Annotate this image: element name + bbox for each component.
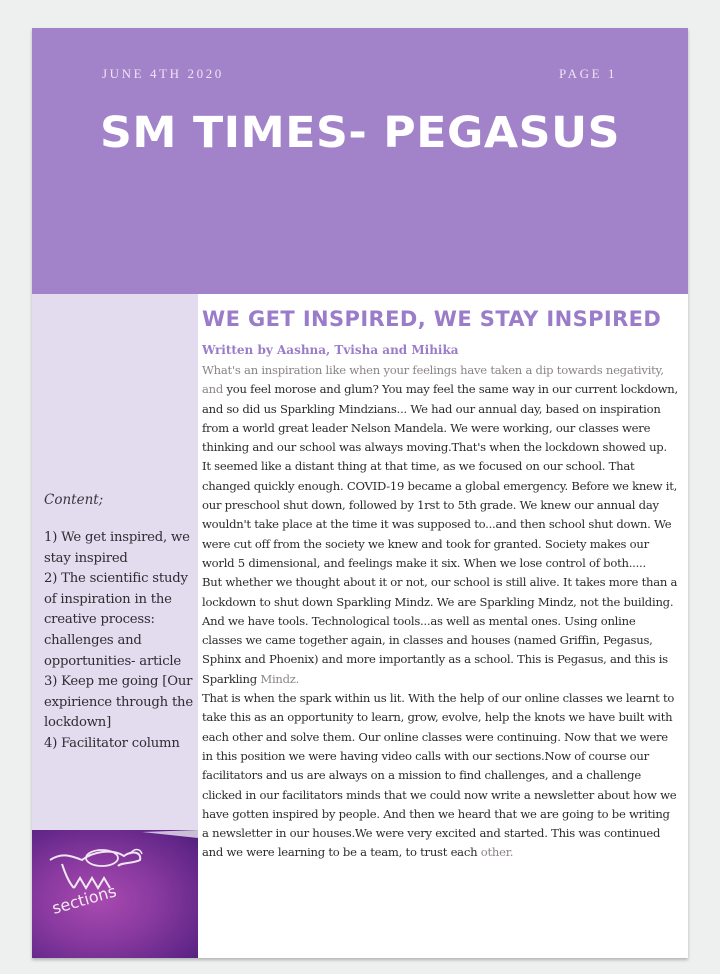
issue-date: JUNE 4TH 2020 xyxy=(102,66,224,81)
faint-text: other. xyxy=(480,845,514,860)
page-number: PAGE 1 xyxy=(559,66,618,81)
paragraph-text: you feel morose and glum? You may feel the same way in our current lockdown, and so did us Sparkling Mindzians... We had our annual day, based on inspiration from a world great leader Nelson Mandela. We were working, our classes were thinking and our school was always moving.That's when the lockdown showed up. It seemed like a distant thing at that time, as we focused on our school. That changed quickly enough. COVID-19 became a global emergency. Before we knew it, our preschool shut down, followed by 1rst to 5th grade. We knew our annual day wouldn't take place at the time it was supposed to...and then school shut down. We were cut off from the society we knew and took for granted. Society makes our world 5 dimensional, and feelings make it six. When we lose control of both..... xyxy=(202,382,678,570)
sidebar xyxy=(32,294,198,830)
masthead xyxy=(32,28,688,294)
paragraph-text: That is when the spark within us lit. With the help of our online classes we learnt to take this as an opportunity to learn, grow, evolve, help the knots we have built with each other and solve them. Our online classes were continuing. Now that we were in this position we were having video calls with our sections.Now of course our facilitators and us are always on a mission to find challenges, and a challenge clicked in our facilitators minds that we could now write a newsletter about how we have gotten inspired by people. And then we heard that we are going to be writing a newsletter in our houses.We were very excited and started. This was continued and we were learning to be a team, to trust each xyxy=(202,691,677,860)
toc-item: 4) Facilitator column xyxy=(44,735,180,751)
newsletter-page xyxy=(32,28,688,958)
sections-photo xyxy=(32,830,198,958)
article-body xyxy=(202,361,682,863)
pegasus-chalk-drawing-icon xyxy=(32,830,198,958)
svg-text:sections: sections xyxy=(49,881,119,918)
article-paragraph xyxy=(202,573,678,689)
toc-heading: Content; xyxy=(44,492,104,508)
paragraph-text: But whether we thought about it or not, our school is still alive. It takes more than a lockdown to shut down Sparkling Mindz. We are Sparkling Mindz, not the building. And we have tools. Technological tools...as well as mental ones. Using online classes we came together again, in classes and houses (named Griffin, Pegasus, Sphinx and Phoenix) and more importantly as a school. This is Pegasus, and this is Sparkling xyxy=(202,575,678,686)
article-paragraph xyxy=(202,689,678,863)
article xyxy=(202,306,682,863)
table-of-contents xyxy=(44,528,198,755)
faint-text: What's an inspiration like when your feelings have taken a dip towards negativity, and xyxy=(202,363,664,397)
article-byline: Written by Aashna, Tvisha and Mihika xyxy=(202,343,459,357)
article-headline: WE GET INSPIRED, WE STAY INSPIRED xyxy=(202,307,662,331)
toc-item: 3) Keep me going [Our expirience through the lockdown] xyxy=(44,674,193,731)
toc-item: 1) We get inspired, we stay inspired xyxy=(44,530,190,566)
faint-text: Mindz. xyxy=(260,671,300,686)
toc-item: 2) The scientific study of inspiration in the creative process: challenges and opportunities- article xyxy=(44,571,188,669)
newsletter-title: SM TIMES- PEGASUS xyxy=(100,108,620,158)
article-paragraph xyxy=(202,361,678,573)
